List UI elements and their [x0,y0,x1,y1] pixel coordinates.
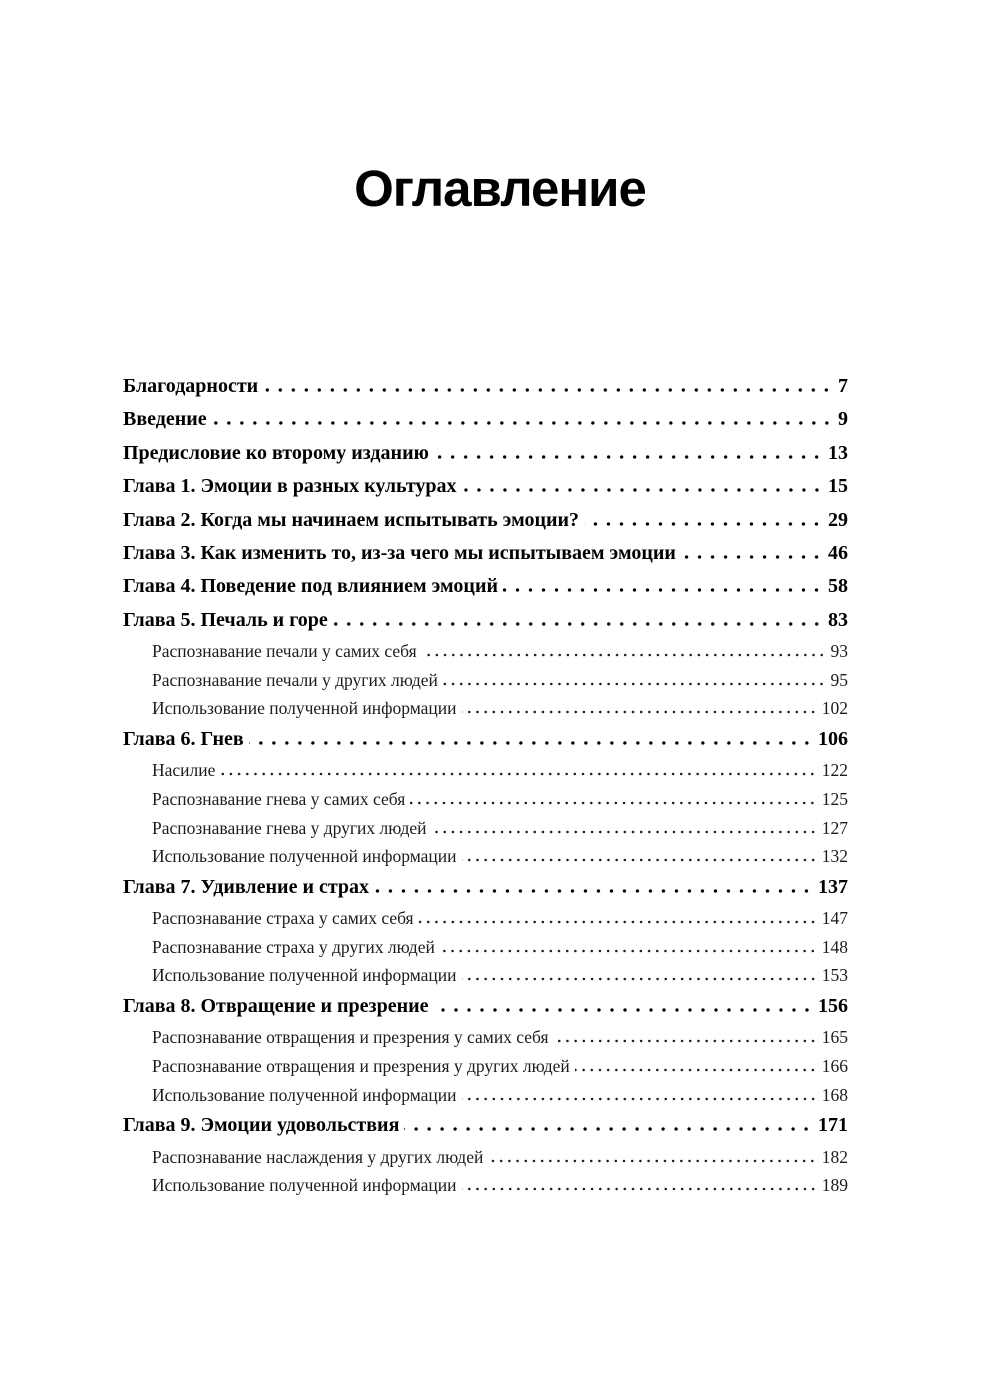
toc-entry-page-number: 106 [818,728,848,751]
toc-entry [123,904,848,933]
toc-entry-page-number: 58 [828,575,848,598]
toc-entry-label: Использование полученной информации [152,965,457,986]
dot-leader [434,455,823,459]
toc-entry [123,666,848,695]
toc-entry-page-number: 125 [821,789,848,810]
toc-entry-label: Глава 8. Отвращение и презрение [123,995,429,1017]
toc-entry-page-number: 83 [828,608,848,631]
dot-leader [220,772,816,776]
toc-entry-label: Распознавание наслаждения у других людей [152,1146,484,1167]
toc-entry-label: Распознавание печали у других людей [152,669,438,690]
dot-leader [249,741,813,745]
dot-leader [462,1097,817,1101]
dot-leader [488,1159,816,1163]
toc-entry [123,504,848,537]
toc-entry-page-number: 132 [821,846,848,867]
toc-list [123,370,848,1200]
toc-entry-label: Глава 7. Удивление и страх [123,875,370,898]
dot-leader [462,858,817,862]
toc-entry-label: Распознавание отвращения и презрения у самих себя [152,1027,549,1048]
toc-entry-label: Глава 1. Эмоции в разных культурах [123,475,457,498]
toc-entry-page-number: 148 [821,936,848,957]
toc-entry [123,403,848,436]
toc-entry-label: Распознавание страха у других людей [152,936,435,957]
toc-entry [123,1081,848,1110]
toc-entry [123,437,848,470]
dot-leader [422,653,826,657]
toc-entry [123,756,848,785]
page-title: Оглавление [354,160,646,217]
toc-entry-page-number: 189 [821,1175,848,1196]
toc-entry-label: Использование полученной информации [152,1084,457,1105]
toc-entry [123,1109,848,1142]
dot-leader [462,1187,817,1191]
toc-entry-page-number: 147 [821,908,848,929]
dot-leader [462,977,817,981]
toc-entry-page-number: 93 [830,641,848,662]
toc-entry [123,785,848,814]
toc-entry-page-number: 46 [828,542,848,565]
toc-entry-label: Благодарности [123,375,259,397]
toc-entry-page-number: 95 [830,669,848,690]
toc-entry-page-number: 9 [838,408,848,431]
toc-entry [123,933,848,962]
dot-leader [440,949,817,953]
toc-entry [123,470,848,503]
toc-entry-label: Глава 3. Как изменить то, из-за чего мы испытываем эмоции [123,542,676,565]
toc-entry [123,637,848,666]
toc-entry-label: Глава 2. Когда мы начинаем испытывать эмоции? [123,508,580,531]
toc-entry-page-number: 7 [838,375,848,397]
toc-entry [123,842,848,871]
toc-entry-label: Распознавание печали у самих себя [152,641,417,662]
toc-entry [123,1171,848,1200]
toc-entry-label: Использование полученной информации [152,846,457,867]
toc-entry [123,723,848,756]
toc-entry-page-number: 15 [828,475,848,498]
dot-leader [681,555,823,559]
dot-leader [462,488,823,492]
toc-entry [123,1143,848,1172]
toc-entry-label: Использование полученной информации [152,698,457,719]
toc-entry-page-number: 29 [828,508,848,531]
toc-entry-page-number: 102 [821,698,848,719]
toc-entry-label: Глава 5. Печаль и горе [123,608,328,631]
toc-entry [123,814,848,843]
toc-entry [123,871,848,904]
toc-entry-page-number: 165 [821,1027,848,1048]
dot-leader [404,1127,813,1131]
toc-entry-label: Глава 4. Поведение под влиянием эмоций [123,575,498,598]
toc-entry [123,570,848,603]
dot-leader [462,710,817,714]
toc-entry [123,370,848,403]
toc-entry-label: Насилие [152,760,216,781]
toc-entry-label: Распознавание отвращения и презрения у других людей [152,1056,570,1076]
dot-leader [554,1039,817,1043]
toc-entry-label: Введение [123,408,207,431]
dot-leader [374,889,813,893]
toc-entry-page-number: 166 [821,1056,848,1076]
dot-leader [575,1068,817,1072]
toc-entry-label: Глава 6. Гнев [123,728,244,751]
toc-entry-page-number: 127 [821,817,848,838]
dot-leader [443,682,826,686]
toc-entry-page-number: 13 [828,441,848,464]
dot-leader [333,622,823,626]
toc-entry-label: Глава 9. Эмоции удовольствия [123,1114,400,1137]
dot-leader [434,1008,814,1012]
toc-entry [123,604,848,637]
dot-leader [263,388,833,392]
toc-entry-page-number: 156 [818,995,848,1017]
toc-entry [123,990,848,1023]
dot-leader [410,801,816,805]
toc-entry-label: Распознавание гнева у самих себя [152,789,406,810]
toc-entry-page-number: 168 [821,1084,848,1105]
dot-leader [432,830,817,834]
toc-entry [123,961,848,990]
dot-leader [503,588,823,592]
toc-entry [123,694,848,723]
toc-entry-label: Распознавание страха у самих себя [152,908,414,929]
toc-entry-page-number: 137 [818,875,848,898]
toc-entry-label: Использование полученной информации [152,1175,457,1196]
toc-entry-label: Распознавание гнева у других людей [152,817,427,838]
dot-leader [584,522,823,526]
dot-leader [419,920,817,924]
toc-entry-page-number: 171 [818,1114,848,1137]
toc-entry-page-number: 122 [821,760,848,781]
toc-entry [123,537,848,570]
toc-entry-page-number: 153 [821,965,848,986]
toc-entry-page-number: 182 [821,1146,848,1167]
toc-entry [123,1023,848,1052]
toc-entry-label: Предисловие ко второму изданию [123,441,429,464]
dot-leader [212,421,833,425]
toc-entry [123,1052,848,1081]
